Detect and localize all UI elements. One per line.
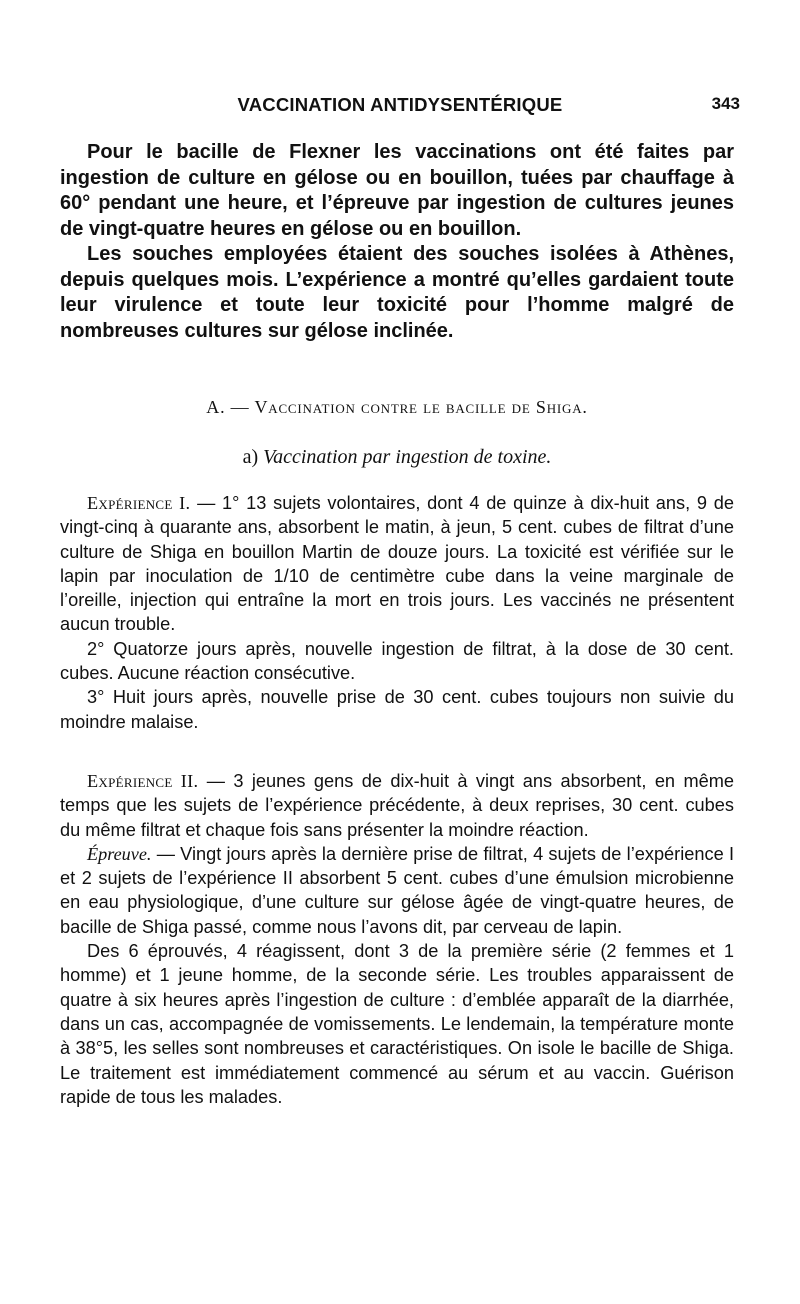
section-heading-text: A. — Vaccination contre le bacille de Shiga. [206, 397, 588, 417]
experience-1 [60, 491, 734, 734]
epreuve-paragraph [60, 842, 734, 939]
subheading-text: Vaccination par ingestion de toxine. [263, 446, 552, 468]
section-subheading [60, 446, 734, 469]
epreuve-text: — Vingt jours après la dernière prise de filtrat, 4 sujets de l’expérience I et 2 sujets de l’expérience II absorbent 5 cent. cubes d’une émulsion microbienne en eau physiologique, d’une culture sur gélose âgée de vingt-quatre heures, de bacille de Shiga passé, comme nous l’avons dit, par cerveau de lapin. [60, 843, 734, 937]
intro-paragraph-2: Les souches employées étaient des souches isolées à Athènes, depuis quelques mois. L’expérience a montré qu’elles gardaient toute leur virulence et toute leur toxicité pour l’homme malgré de nombreuses cultures sur gélose inclinée. [60, 243, 734, 342]
subheading-label: a) [242, 446, 259, 468]
page-number: 343 [711, 94, 740, 113]
experience-2-label: Expérience II. [87, 771, 199, 791]
experience-1-text-1: — 1° 13 sujets volontaires, dont 4 de quinze à dix-huit ans, 9 de vingt-cinq à quarante ans, absorbent le matin, à jeun, 5 cent. cubes de filtrat d’une culture de Shiga en bouillon Martin de douze jours. La toxicité est vérifiée sur le lapin par inoculation de 1/10 de centimètre cube dans la veine marginale de l’oreille, injection qui entraîne la mort en trois jours. Les vaccinés ne présentent aucun trouble. [60, 493, 734, 635]
epreuve-label: Épreuve. [87, 843, 152, 864]
experience-1-label: Expérience I. [87, 493, 191, 513]
experience-2-text-1: — 3 jeunes gens de dix-huit à vingt ans absorbent, en même temps que les sujets de l’expérience précédente, à deux reprises, 30 cent. cubes du même filtrat et chaque fois sans présenter la moindre réaction. [60, 771, 734, 840]
experience-1-paragraph-1 [60, 491, 734, 637]
running-head [60, 94, 740, 118]
experience-2 [60, 769, 734, 1109]
section-heading [60, 397, 734, 418]
experience-1-paragraph-2: 2° Quatorze jours après, nouvelle ingestion de filtrat, à la dose de 30 cent. cubes. Aucune réaction consécutive. [60, 638, 734, 684]
experience-1-paragraph-3: 3° Huit jours après, nouvelle prise de 30 cent. cubes toujours non suivie du moindre malaise. [60, 687, 734, 732]
intro-text [60, 140, 734, 344]
running-title: VACCINATION ANTIDYSENTÉRIQUE [237, 94, 563, 115]
intro-paragraph-1: Pour le bacille de Flexner les vaccinations ont été faites par ingestion de culture en gélose ou en bouillon, tuées par chauffage à 60° pendant une heure, et l’épreuve par ingestion de cultures jeunes de vingt-quatre heures en gélose ou en bouillon. [60, 141, 734, 240]
experience-2-paragraph-1 [60, 769, 734, 842]
experience-2-paragraph-3: Des 6 éprouvés, 4 réagissent, dont 3 de la première série (2 femmes et 1 homme) et 1 jeune homme, de la seconde série. Les troubles apparaissent de quatre à six heures après l’ingestion de culture : d’emblée apparaît de la diarrhée, dans un cas, accompagnée de vomissements. Le lendemain, la température monte à 38°5, les selles sont nombreuses et caractéristiques. On isole le bacille de Shiga. Le traitement est immédiatement commencé au sérum et au vaccin. Guérison rapide de tous les malades. [60, 941, 734, 1107]
